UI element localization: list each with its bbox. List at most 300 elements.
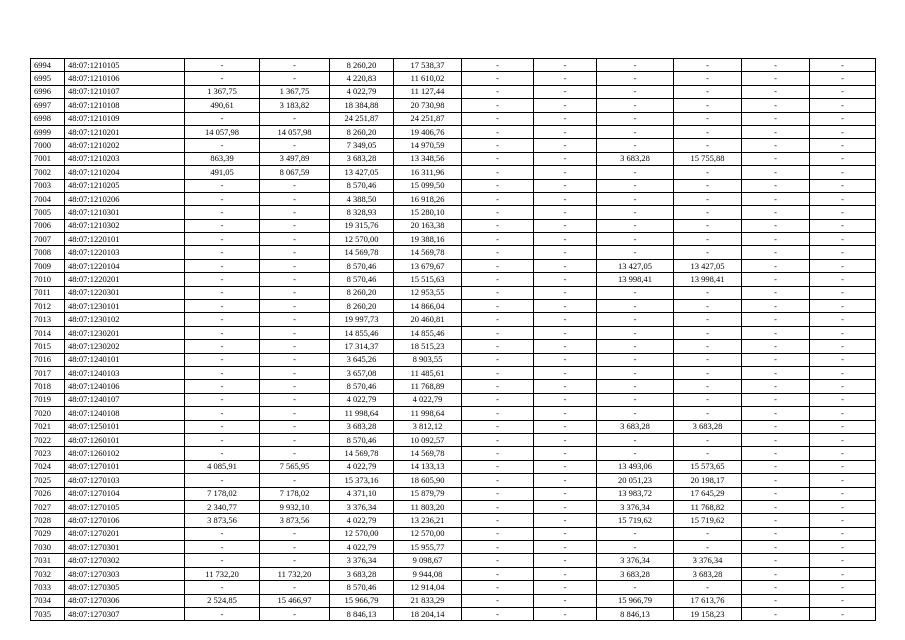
value-cell: - <box>674 72 742 85</box>
table-row <box>31 139 876 152</box>
value-cell: - <box>674 353 742 366</box>
row-number-cell: 7028 <box>31 514 65 527</box>
value-cell: - <box>810 594 876 607</box>
value-cell: - <box>185 474 260 487</box>
value-cell: 3 683,28 <box>674 567 742 580</box>
value-cell: - <box>742 125 810 138</box>
value-cell: - <box>674 139 742 152</box>
value-cell: 11 998,64 <box>330 407 394 420</box>
value-cell: - <box>674 527 742 540</box>
cadastral-number-cell: 48:07:1270106 <box>65 514 185 527</box>
table-row <box>31 527 876 540</box>
value-cell: 18 204,14 <box>394 608 462 621</box>
value-cell: - <box>674 286 742 299</box>
table-row <box>31 380 876 393</box>
cadastral-number-cell: 48:07:1230102 <box>65 313 185 326</box>
value-cell: - <box>742 594 810 607</box>
value-cell: - <box>597 246 674 259</box>
value-cell: 15 755,88 <box>674 152 742 165</box>
value-cell: - <box>534 313 597 326</box>
value-cell: 13 427,05 <box>330 166 394 179</box>
row-number-cell: 7018 <box>31 380 65 393</box>
value-cell: - <box>462 233 534 246</box>
value-cell: - <box>597 99 674 112</box>
cadastral-number-cell: 48:07:1270307 <box>65 608 185 621</box>
value-cell: 4 085,91 <box>185 460 260 473</box>
cadastral-number-cell: 48:07:1270103 <box>65 474 185 487</box>
value-cell: - <box>260 233 330 246</box>
value-cell: 12 953,55 <box>394 286 462 299</box>
value-cell: - <box>260 340 330 353</box>
value-cell: - <box>260 527 330 540</box>
value-cell: 8 260,20 <box>330 300 394 313</box>
value-cell: - <box>462 554 534 567</box>
value-cell: - <box>674 59 742 72</box>
value-cell: - <box>742 313 810 326</box>
cadastral-number-cell: 48:07:1210108 <box>65 99 185 112</box>
row-number-cell: 7017 <box>31 366 65 379</box>
cadastral-number-cell: 48:07:1250101 <box>65 420 185 433</box>
value-cell: - <box>674 407 742 420</box>
value-cell: 17 314,37 <box>330 340 394 353</box>
value-cell: 17 613,76 <box>674 594 742 607</box>
table-row <box>31 460 876 473</box>
value-cell: 3 376,34 <box>674 554 742 567</box>
value-cell: - <box>185 219 260 232</box>
value-cell: - <box>462 59 534 72</box>
value-cell: - <box>534 85 597 98</box>
cadastral-number-cell: 48:07:1210205 <box>65 179 185 192</box>
value-cell: 14 569,78 <box>330 447 394 460</box>
value-cell: - <box>810 527 876 540</box>
row-number-cell: 7016 <box>31 353 65 366</box>
value-cell: 8 570,46 <box>330 433 394 446</box>
value-cell: - <box>810 72 876 85</box>
value-cell: 13 427,05 <box>674 259 742 272</box>
value-cell: 11 732,20 <box>185 567 260 580</box>
value-cell: 13 998,41 <box>674 273 742 286</box>
value-cell: - <box>462 246 534 259</box>
value-cell: - <box>534 487 597 500</box>
value-cell: - <box>185 233 260 246</box>
value-cell: - <box>534 259 597 272</box>
value-cell: 18 515,23 <box>394 340 462 353</box>
row-number-cell: 7025 <box>31 474 65 487</box>
value-cell: - <box>674 366 742 379</box>
value-cell: 4 022,79 <box>330 460 394 473</box>
value-cell: 17 645,29 <box>674 487 742 500</box>
value-cell: - <box>260 112 330 125</box>
cadastral-number-cell: 48:07:1270104 <box>65 487 185 500</box>
value-cell: - <box>462 407 534 420</box>
table-row <box>31 340 876 353</box>
value-cell: - <box>185 59 260 72</box>
value-cell: - <box>534 59 597 72</box>
value-cell: - <box>534 340 597 353</box>
value-cell: - <box>810 460 876 473</box>
value-cell: 13 983,72 <box>597 487 674 500</box>
value-cell: 490,61 <box>185 99 260 112</box>
value-cell: - <box>260 219 330 232</box>
value-cell: - <box>742 72 810 85</box>
value-cell: - <box>260 179 330 192</box>
value-cell: - <box>674 541 742 554</box>
table-row <box>31 179 876 192</box>
value-cell: - <box>742 85 810 98</box>
value-cell: 15 966,79 <box>597 594 674 607</box>
value-cell: - <box>534 233 597 246</box>
value-cell: 3 376,34 <box>330 554 394 567</box>
value-cell: - <box>674 313 742 326</box>
value-cell: 3 873,56 <box>185 514 260 527</box>
value-cell: 11 768,82 <box>674 500 742 513</box>
value-cell: - <box>260 393 330 406</box>
table-row <box>31 514 876 527</box>
cadastral-number-cell: 48:07:1210106 <box>65 72 185 85</box>
row-number-cell: 7005 <box>31 206 65 219</box>
value-cell: - <box>534 514 597 527</box>
value-cell: 8 260,20 <box>330 286 394 299</box>
value-cell: - <box>810 353 876 366</box>
value-cell: 3 683,28 <box>330 567 394 580</box>
value-cell: - <box>185 259 260 272</box>
value-cell: - <box>810 125 876 138</box>
value-cell: 13 998,41 <box>597 273 674 286</box>
cadastral-number-cell: 48:07:1210201 <box>65 125 185 138</box>
value-cell: - <box>260 474 330 487</box>
value-cell: 8 846,13 <box>330 608 394 621</box>
value-cell: - <box>260 192 330 205</box>
value-cell: - <box>462 608 534 621</box>
value-cell: 7 178,02 <box>260 487 330 500</box>
value-cell: - <box>185 72 260 85</box>
value-cell: - <box>534 246 597 259</box>
value-cell: - <box>597 353 674 366</box>
value-cell: 3 683,28 <box>330 152 394 165</box>
value-cell: - <box>534 353 597 366</box>
value-cell: 19 406,76 <box>394 125 462 138</box>
value-cell: 20 051,23 <box>597 474 674 487</box>
value-cell: - <box>810 112 876 125</box>
value-cell: - <box>260 313 330 326</box>
value-cell: 863,39 <box>185 152 260 165</box>
cadastral-number-cell: 48:07:1230202 <box>65 340 185 353</box>
value-cell: 11 803,20 <box>394 500 462 513</box>
value-cell: 9 098,67 <box>394 554 462 567</box>
value-cell: - <box>597 72 674 85</box>
cadastral-number-cell: 48:07:1240101 <box>65 353 185 366</box>
cadastral-number-cell: 48:07:1220104 <box>65 259 185 272</box>
value-cell: 19 158,23 <box>674 608 742 621</box>
value-cell: 15 280,10 <box>394 206 462 219</box>
value-cell: - <box>742 407 810 420</box>
value-cell: 21 833,29 <box>394 594 462 607</box>
table-row <box>31 353 876 366</box>
value-cell: - <box>462 366 534 379</box>
cadastral-number-cell: 48:07:1230201 <box>65 326 185 339</box>
value-cell: - <box>742 219 810 232</box>
value-cell: - <box>462 567 534 580</box>
table-row <box>31 474 876 487</box>
value-cell: 17 538,37 <box>394 59 462 72</box>
cadastral-number-cell: 48:07:1210206 <box>65 192 185 205</box>
value-cell: - <box>742 99 810 112</box>
value-cell: 2 340,77 <box>185 500 260 513</box>
value-cell: - <box>742 246 810 259</box>
value-cell: - <box>185 326 260 339</box>
value-cell: - <box>185 139 260 152</box>
value-cell: - <box>462 313 534 326</box>
value-cell: 4 022,79 <box>394 393 462 406</box>
value-cell: 14 133,13 <box>394 460 462 473</box>
row-number-cell: 7015 <box>31 340 65 353</box>
value-cell: - <box>534 366 597 379</box>
value-cell: - <box>462 527 534 540</box>
value-cell: - <box>810 313 876 326</box>
value-cell: - <box>534 112 597 125</box>
value-cell: - <box>742 487 810 500</box>
value-cell: - <box>810 554 876 567</box>
value-cell: - <box>810 59 876 72</box>
table-row <box>31 192 876 205</box>
value-cell: 9 932,10 <box>260 500 330 513</box>
value-cell: - <box>260 206 330 219</box>
value-cell: - <box>810 166 876 179</box>
value-cell: - <box>462 206 534 219</box>
cadastral-number-cell: 48:07:1270201 <box>65 527 185 540</box>
row-number-cell: 6994 <box>31 59 65 72</box>
value-cell: - <box>462 152 534 165</box>
value-cell: 12 570,00 <box>330 233 394 246</box>
value-cell: - <box>462 139 534 152</box>
value-cell: - <box>742 581 810 594</box>
value-cell: - <box>742 206 810 219</box>
value-cell: - <box>185 433 260 446</box>
value-cell: 3 376,34 <box>330 500 394 513</box>
value-cell: - <box>260 433 330 446</box>
value-cell: - <box>260 353 330 366</box>
value-cell: - <box>597 581 674 594</box>
value-cell: - <box>534 206 597 219</box>
value-cell: 8 328,93 <box>330 206 394 219</box>
value-cell: - <box>462 500 534 513</box>
value-cell: - <box>462 85 534 98</box>
cadastral-number-cell: 48:07:1220201 <box>65 273 185 286</box>
value-cell: - <box>674 233 742 246</box>
value-cell: - <box>742 366 810 379</box>
table-row <box>31 567 876 580</box>
cadastral-number-cell: 48:07:1210302 <box>65 219 185 232</box>
value-cell: 20 163,38 <box>394 219 462 232</box>
value-cell: 3 812,12 <box>394 420 462 433</box>
value-cell: - <box>260 608 330 621</box>
value-cell: 14 569,78 <box>330 246 394 259</box>
value-cell: 15 466,97 <box>260 594 330 607</box>
table-row <box>31 246 876 259</box>
value-cell: - <box>534 447 597 460</box>
value-cell: - <box>534 581 597 594</box>
cadastral-number-cell: 48:07:1210109 <box>65 112 185 125</box>
value-cell: 12 570,00 <box>330 527 394 540</box>
table-row <box>31 233 876 246</box>
value-cell: - <box>742 112 810 125</box>
value-cell: - <box>260 581 330 594</box>
cadastral-number-cell: 48:07:1270306 <box>65 594 185 607</box>
value-cell: - <box>810 393 876 406</box>
cadastral-number-cell: 48:07:1270301 <box>65 541 185 554</box>
value-cell: - <box>534 474 597 487</box>
value-cell: - <box>597 340 674 353</box>
value-cell: - <box>742 152 810 165</box>
value-cell: - <box>597 393 674 406</box>
value-cell: - <box>810 608 876 621</box>
value-cell: - <box>534 594 597 607</box>
value-cell: - <box>674 206 742 219</box>
cadastral-number-cell: 48:07:1270303 <box>65 567 185 580</box>
value-cell: - <box>462 166 534 179</box>
value-cell: - <box>597 286 674 299</box>
value-cell: 491,05 <box>185 166 260 179</box>
value-cell: - <box>742 474 810 487</box>
value-cell: 3 376,34 <box>597 554 674 567</box>
value-cell: - <box>260 286 330 299</box>
value-cell: - <box>260 139 330 152</box>
value-cell: - <box>742 179 810 192</box>
value-cell: - <box>260 447 330 460</box>
table-row <box>31 273 876 286</box>
value-cell: 14 057,98 <box>185 125 260 138</box>
value-cell: 8 260,20 <box>330 125 394 138</box>
value-cell: 3 683,28 <box>674 420 742 433</box>
value-cell: - <box>462 192 534 205</box>
value-cell: - <box>462 487 534 500</box>
value-cell: - <box>742 500 810 513</box>
value-cell: 8 570,46 <box>330 259 394 272</box>
value-cell: - <box>462 380 534 393</box>
value-cell: - <box>742 608 810 621</box>
value-cell: - <box>534 72 597 85</box>
table-row <box>31 326 876 339</box>
value-cell: 16 918,26 <box>394 192 462 205</box>
row-number-cell: 7008 <box>31 246 65 259</box>
table-row <box>31 99 876 112</box>
value-cell: - <box>534 192 597 205</box>
row-number-cell: 7003 <box>31 179 65 192</box>
table-row <box>31 393 876 406</box>
value-cell: - <box>462 514 534 527</box>
row-number-cell: 7024 <box>31 460 65 473</box>
value-cell: - <box>185 353 260 366</box>
value-cell: - <box>260 366 330 379</box>
table-row <box>31 420 876 433</box>
value-cell: - <box>597 433 674 446</box>
value-cell: 15 719,62 <box>597 514 674 527</box>
row-number-cell: 7027 <box>31 500 65 513</box>
value-cell: - <box>185 447 260 460</box>
value-cell: 8 570,46 <box>330 179 394 192</box>
value-cell: - <box>742 192 810 205</box>
value-cell: 19 388,16 <box>394 233 462 246</box>
row-number-cell: 7030 <box>31 541 65 554</box>
cadastral-number-cell: 48:07:1210203 <box>65 152 185 165</box>
value-cell: - <box>185 554 260 567</box>
table-row <box>31 85 876 98</box>
value-cell: 18 384,88 <box>330 99 394 112</box>
table-row <box>31 313 876 326</box>
value-cell: - <box>462 433 534 446</box>
row-number-cell: 7032 <box>31 567 65 580</box>
value-cell: 3 645,26 <box>330 353 394 366</box>
table-row <box>31 581 876 594</box>
value-cell: - <box>534 500 597 513</box>
value-cell: - <box>742 340 810 353</box>
value-cell: - <box>534 152 597 165</box>
row-number-cell: 7033 <box>31 581 65 594</box>
value-cell: 3 376,34 <box>597 500 674 513</box>
value-cell: - <box>810 433 876 446</box>
row-number-cell: 7006 <box>31 219 65 232</box>
row-number-cell: 7023 <box>31 447 65 460</box>
value-cell: - <box>810 286 876 299</box>
value-cell: - <box>742 447 810 460</box>
value-cell: - <box>674 112 742 125</box>
value-cell: - <box>810 139 876 152</box>
cadastral-number-cell: 48:07:1240107 <box>65 393 185 406</box>
value-cell: - <box>674 447 742 460</box>
value-cell: - <box>534 219 597 232</box>
table-row <box>31 608 876 621</box>
cadastral-number-cell: 48:07:1210105 <box>65 59 185 72</box>
value-cell: - <box>534 179 597 192</box>
value-cell: - <box>534 567 597 580</box>
row-number-cell: 7021 <box>31 420 65 433</box>
value-cell: - <box>534 608 597 621</box>
value-cell: - <box>260 259 330 272</box>
value-cell: 4 022,79 <box>330 514 394 527</box>
value-cell: - <box>185 246 260 259</box>
cadastral-number-cell: 48:07:1270305 <box>65 581 185 594</box>
value-cell: - <box>810 366 876 379</box>
row-number-cell: 6996 <box>31 85 65 98</box>
value-cell: 15 373,16 <box>330 474 394 487</box>
row-number-cell: 7010 <box>31 273 65 286</box>
cadastral-number-cell: 48:07:1220101 <box>65 233 185 246</box>
row-number-cell: 7004 <box>31 192 65 205</box>
value-cell: - <box>260 407 330 420</box>
value-cell: - <box>810 259 876 272</box>
value-cell: - <box>260 273 330 286</box>
value-cell: 4 022,79 <box>330 541 394 554</box>
table-row <box>31 433 876 446</box>
row-number-cell: 7007 <box>31 233 65 246</box>
table-row <box>31 594 876 607</box>
value-cell: - <box>597 166 674 179</box>
value-cell: 1 367,75 <box>260 85 330 98</box>
value-cell: - <box>185 286 260 299</box>
value-cell: - <box>462 447 534 460</box>
cadastral-number-cell: 48:07:1240106 <box>65 380 185 393</box>
row-number-cell: 7009 <box>31 259 65 272</box>
value-cell: - <box>185 192 260 205</box>
value-cell: - <box>674 581 742 594</box>
value-cell: - <box>742 541 810 554</box>
value-cell: - <box>462 541 534 554</box>
value-cell: - <box>674 246 742 259</box>
value-cell: 18 605,90 <box>394 474 462 487</box>
value-cell: - <box>185 313 260 326</box>
value-cell: 12 914,04 <box>394 581 462 594</box>
value-cell: - <box>597 125 674 138</box>
